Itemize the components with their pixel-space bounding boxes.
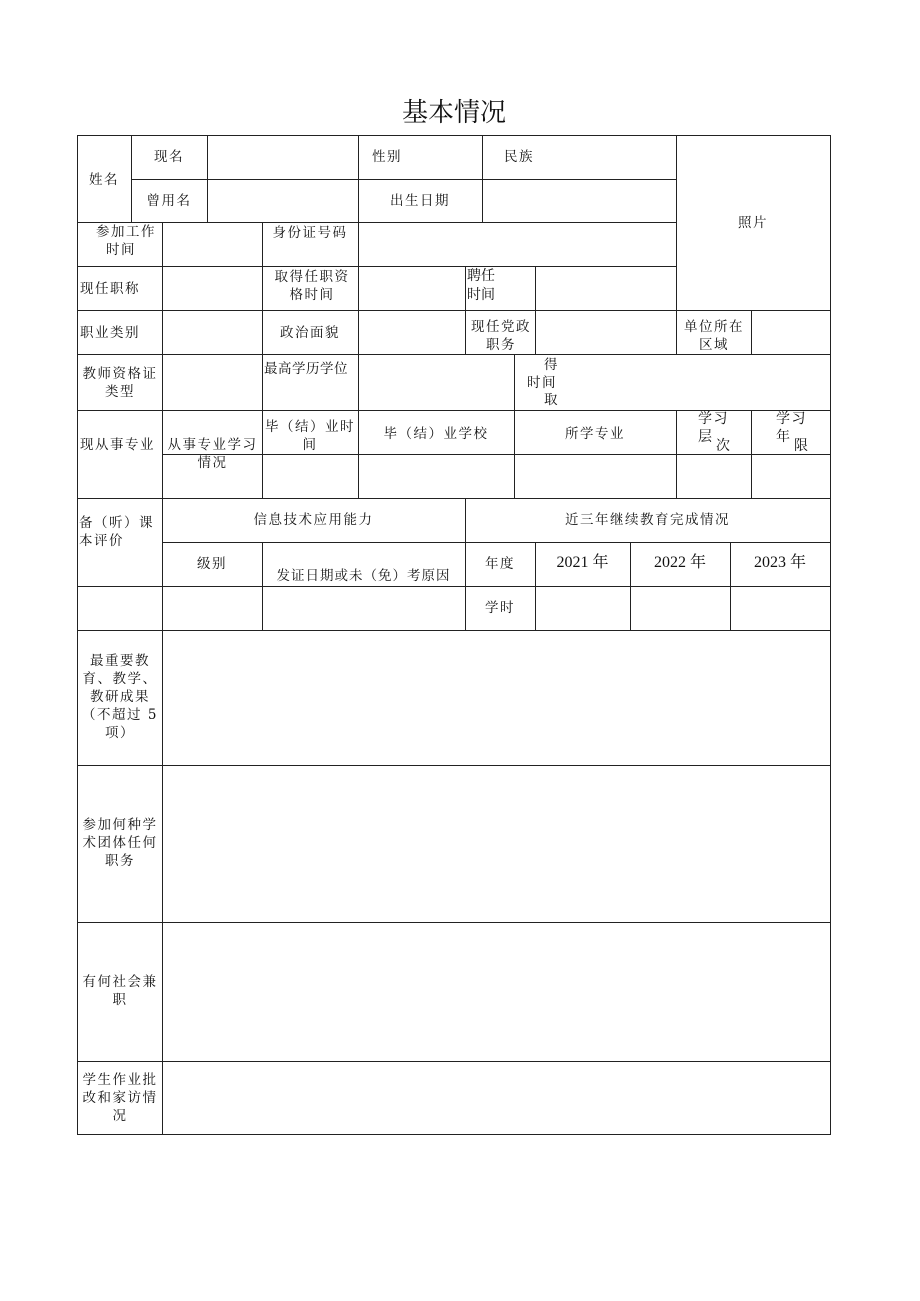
- appointed-field[interactable]: [536, 267, 676, 310]
- years-label-2: 年: [776, 429, 792, 445]
- years-field[interactable]: [752, 455, 830, 498]
- cert-date-label: 发证日期或未（免）考原因: [276, 568, 451, 584]
- year-label: 年度: [485, 556, 515, 572]
- current-title-label: 现任职称: [80, 281, 140, 297]
- current-title-field[interactable]: [163, 267, 262, 310]
- grad-school-label: 毕（结）业学校: [383, 426, 489, 442]
- obtained-label-3: 取: [544, 392, 559, 408]
- title-obtained-field[interactable]: [359, 267, 465, 310]
- level-label-3: 次: [716, 438, 732, 454]
- id-number-label: 身份证号码: [272, 225, 348, 241]
- birth-date-label: 出生日期: [390, 193, 450, 209]
- hours-2021-field[interactable]: [536, 587, 630, 630]
- highest-degree-label: 最高学历学位: [264, 361, 348, 377]
- page-title: 基本情况: [401, 98, 506, 128]
- name-label: 姓名: [89, 172, 119, 188]
- former-name-label: 曾用名: [146, 193, 192, 209]
- party-post-field[interactable]: [536, 311, 676, 354]
- academic-field[interactable]: [163, 766, 830, 922]
- obtained-label-1: 得: [544, 357, 559, 373]
- level-label-1: 学习: [698, 411, 729, 427]
- obtained-label-2: 时间: [527, 375, 557, 391]
- gender-label: 性别: [372, 149, 402, 165]
- years-label-1: 学习: [776, 411, 807, 427]
- year-2021-label: 2021 年: [556, 554, 609, 571]
- work-start-label: 参加工作时间: [96, 224, 156, 258]
- party-post-label: 现任党政职务: [471, 319, 531, 353]
- grade-field[interactable]: [163, 587, 262, 630]
- birth-date-field[interactable]: [483, 180, 676, 222]
- job-category-field[interactable]: [163, 311, 262, 354]
- it-ability-label: 信息技术应用能力: [253, 512, 374, 528]
- level-field[interactable]: [677, 455, 751, 498]
- current-major-label: 现从事专业: [80, 437, 155, 453]
- title-obtained-label: 取得任职资格时间: [274, 269, 350, 303]
- grad-school-field[interactable]: [359, 455, 514, 498]
- hours-label: 学时: [485, 600, 515, 616]
- grade-label: 级别: [197, 556, 227, 572]
- current-name-label: 现名: [154, 149, 184, 165]
- political-label: 政治面貌: [280, 325, 340, 341]
- homework-field[interactable]: [163, 1062, 830, 1134]
- photo-placeholder[interactable]: 照片: [738, 215, 768, 231]
- academic-label: 参加何种学术团体任何职务: [82, 817, 158, 869]
- hours-2023-field[interactable]: [731, 587, 830, 630]
- major-field[interactable]: [515, 455, 676, 498]
- achievements-field[interactable]: [163, 631, 830, 765]
- lesson-eval-label: 备（听）课本评价: [79, 515, 154, 549]
- homework-label: 学生作业批改和家访情况: [82, 1072, 158, 1124]
- year-2023-label: 2023 年: [753, 554, 806, 571]
- years-label-3: 限: [794, 438, 810, 454]
- level-label-2: 层: [698, 429, 714, 445]
- year-2022-label: 2022 年: [653, 554, 706, 571]
- obtained-field[interactable]: [570, 355, 830, 410]
- hours-2022-field[interactable]: [631, 587, 730, 630]
- achievements-label: 最重要教育、教学、教研成果（不超过 5 项）: [82, 653, 158, 741]
- id-number-field[interactable]: [359, 223, 676, 266]
- former-name-field[interactable]: [208, 180, 358, 222]
- continuing-edu-label: 近三年继续教育完成情况: [565, 512, 730, 528]
- job-category-label: 职业类别: [80, 325, 140, 341]
- political-field[interactable]: [359, 311, 465, 354]
- lesson-eval-field[interactable]: [78, 587, 162, 630]
- region-field[interactable]: [752, 311, 830, 354]
- major-label: 所学专业: [565, 426, 625, 442]
- ethnicity-label: 民族: [504, 149, 534, 165]
- social-label: 有何社会兼职: [82, 974, 158, 1008]
- highest-degree-field[interactable]: [359, 355, 514, 410]
- grad-time-label: 毕（结）业时间: [265, 419, 355, 453]
- appointed-label: 聘任时间: [467, 268, 495, 303]
- region-label: 单位所在区域: [684, 319, 744, 353]
- grad-time-field[interactable]: [263, 455, 358, 498]
- study-label: 从事专业学习情况: [167, 437, 258, 471]
- cert-type-label: 教师资格证类型: [82, 366, 158, 400]
- social-field[interactable]: [163, 923, 830, 1061]
- current-name-field[interactable]: [208, 136, 358, 179]
- work-start-field[interactable]: [163, 223, 262, 266]
- cert-type-field[interactable]: [163, 355, 262, 410]
- cert-date-field[interactable]: [263, 587, 465, 630]
